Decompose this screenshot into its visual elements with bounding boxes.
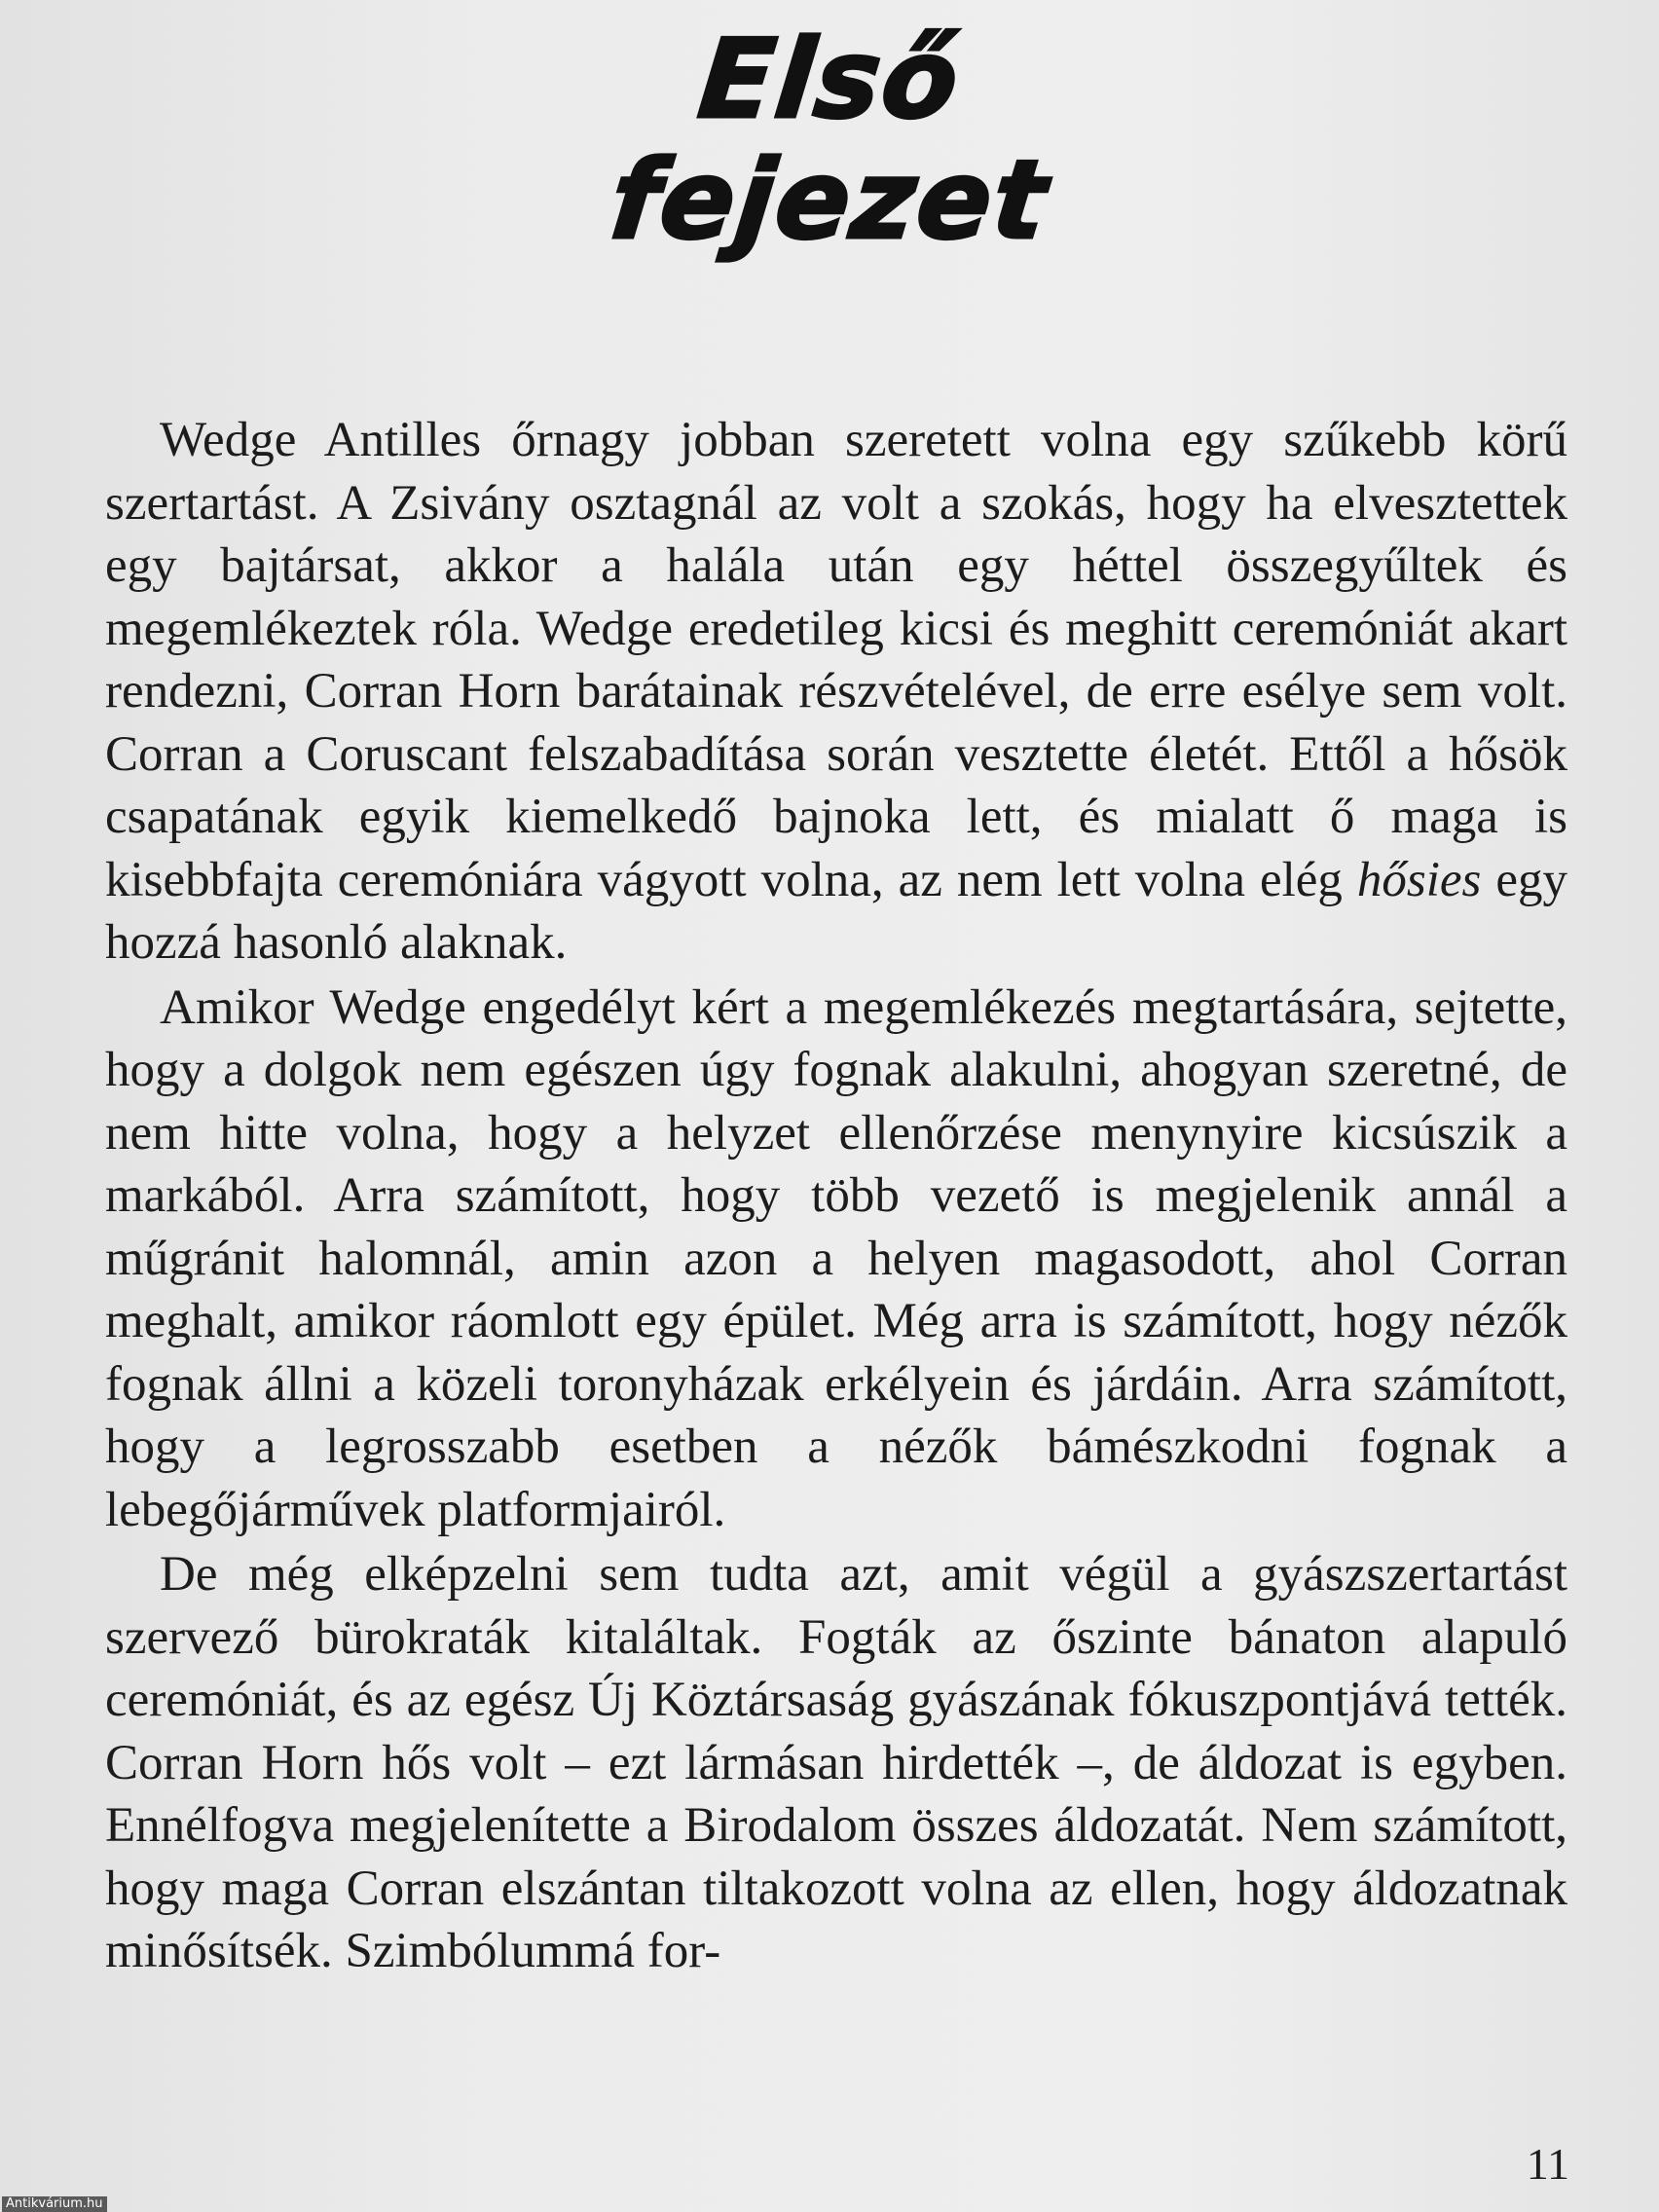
- watermark: Antikvárium.hu: [2, 2196, 107, 2212]
- paragraph-1-text-start: Wedge Antilles őrnagy jobban szeretett volna egy szűkebb körű szertartást. A Zsivány osztagnál az volt a szokás, hogy ha elvesztettek egy bajtársat, akkor a halála után egy héttel összegyűltek és megemlékeztek róla. Wedge eredetileg kicsi és meghitt ceremóniát akart rendezni, Corran Horn barátainak részvételével, de erre esélye sem volt. Corran a Coruscant felszabadítása során vesztette életét. Ettől a hősök csapatának egyik kiemelkedő bajnoka lett, és mialatt ő maga is kisebbfajta ceremóniára vágyott volna, az nem lett volna elég: [105, 413, 1567, 907]
- paragraph-1: [105, 409, 1567, 975]
- chapter-title-line-2: fejezet: [605, 137, 1054, 264]
- paragraph-1-text-end: egy hozzá hasonló alaknak.: [105, 852, 1567, 970]
- page-number: 11: [1526, 2139, 1569, 2189]
- paragraph-2: Amikor Wedge engedélyt kért a megemlékezés megtartására, sejtette, hogy a dolgok nem egészen úgy fognak alakulni, ahogyan szeretné, de nem hitte volna, hogy a helyzet ellenőrzése menynyire kicsúszik a markából. Arra számított, hogy több vezető is megjelenik annál a műgránit halomnál, amin azon a helyen magasodott, ahol Corran meghalt, amikor ráomlott egy épület. Még arra is számított, hogy nézők fognak állni a közeli toronyházak erkélyein és járdáin. Arra számított, hogy a legrosszabb esetben a nézők bámészkodni fognak a lebegőjárművek platformjairól.: [105, 979, 1567, 1537]
- body-text: [105, 409, 1567, 1983]
- chapter-title: [0, 17, 1659, 264]
- paragraph-1-emphasis: hősies: [1356, 852, 1482, 907]
- paragraph-3: De még elképzelni sem tudta azt, amit végül a gyászszertartást szervező bürokraták kitaláltak. Fogták az őszinte bánaton alapuló ceremóniát, és az egész Új Köztársaság gyászának fókuszpontjává tették. Corran Horn hős volt – ezt lármásan hirdették –, de áldozat is egyben. Ennélfogva megjelenítette a Birodalom összes áldozatát. Nem számított, hogy maga Corran elszántan tiltakozott volna az ellen, hogy áldozatnak minősítsék. Szimbólummá for-: [105, 1547, 1567, 1978]
- chapter-title-line-1: Első: [692, 17, 967, 143]
